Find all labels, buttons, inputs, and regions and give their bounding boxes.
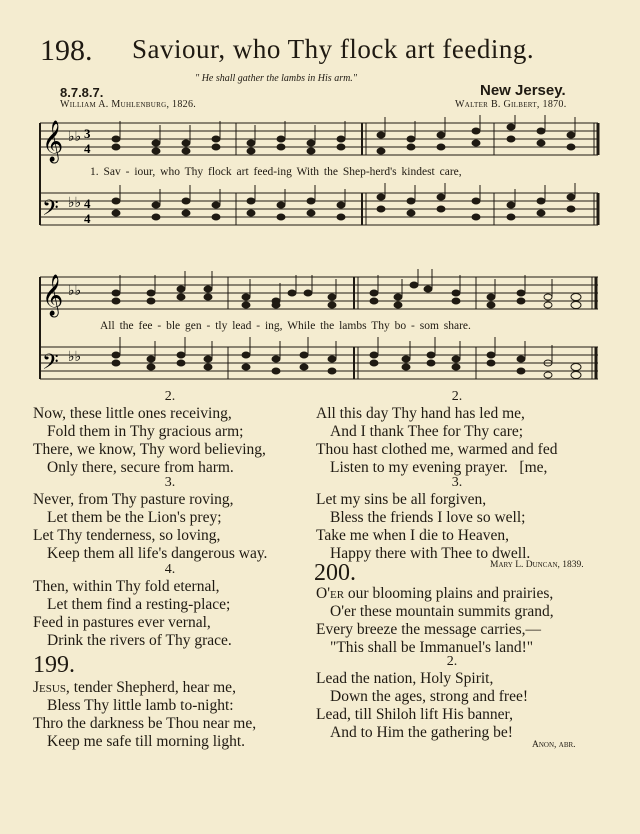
verse-line	[316, 585, 554, 603]
svg-text:𝄢: 𝄢	[42, 196, 59, 226]
verse-line: Thou hast clothed me, warmed and fed	[316, 441, 558, 458]
lyrics-line-2: All the fee - ble gen - tly lead - ing, While the lambs Thy bo - som share.	[100, 320, 471, 332]
hymn-title: Saviour, who Thy flock art feeding.	[132, 34, 535, 64]
verse-overflow: [me,	[519, 459, 548, 476]
author-credit: William A. Muhlenburg, 1826.	[60, 99, 197, 110]
verse-line: Feed in pastures ever vernal,	[33, 614, 211, 631]
verse-line: Fold them in Thy gracious arm;	[47, 423, 244, 440]
verse-line: And to Him the gathering be!	[330, 724, 513, 741]
hymn199-verse-1	[33, 679, 256, 751]
svg-text:♭♭: ♭♭	[68, 196, 82, 211]
verse-line: Happy there with Thee to dwell.	[330, 545, 531, 562]
verse-line: Thro the darkness be Thou near me,	[33, 715, 257, 732]
meter: 8.7.8.7.	[60, 85, 104, 100]
svg-text:♭♭: ♭♭	[68, 284, 82, 299]
verse-number: 2.	[446, 654, 458, 669]
verse-line: Let them find a resting-place;	[47, 596, 231, 613]
verse-line: Down the ages, strong and free!	[330, 688, 528, 705]
svg-text:♭♭: ♭♭	[68, 130, 82, 145]
verse-number: 3.	[451, 475, 463, 490]
svg-text:𝄢: 𝄢	[42, 350, 59, 380]
hymn-number: 198.	[40, 34, 93, 67]
epigraph: " He shall gather the lambs in His arm."	[195, 73, 358, 84]
svg-text:4: 4	[84, 141, 91, 156]
verse-line: Let them be the Lion's prey;	[47, 509, 222, 526]
lead-word: O'er	[316, 585, 345, 602]
verse-line: Keep them all life's dangerous way.	[47, 545, 268, 562]
verse-line: Bless the friends I love so well;	[330, 509, 526, 526]
hymn198-verse-3	[33, 491, 267, 563]
verse-line: Now, these little ones receiving,	[33, 405, 232, 422]
staff-system-1	[36, 115, 602, 255]
hymn200-credit: Anon, abr.	[532, 740, 576, 750]
verse-number: 2.	[164, 389, 176, 404]
verse-line	[33, 679, 256, 697]
hymn198-verse-2	[33, 405, 266, 477]
verse-text: our blooming plains and prairies,	[347, 585, 554, 602]
svg-text:𝄞: 𝄞	[42, 121, 64, 162]
composer-credit: Walter B. Gilbert, 1870.	[455, 99, 567, 110]
verse-text: Listen to my evening prayer.	[330, 459, 508, 476]
hymn-number: 199.	[33, 652, 75, 678]
verse-line: All this day Thy hand has led me,	[316, 405, 525, 422]
verse-line: Drink the rivers of Thy grace.	[47, 632, 232, 649]
svg-text:4: 4	[84, 211, 91, 226]
hymn199-verse-3	[316, 491, 530, 563]
hymn200-verse-1	[316, 585, 554, 657]
svg-text:♭♭: ♭♭	[68, 350, 82, 365]
verse-line: Never, from Thy pasture roving,	[33, 491, 234, 508]
music-system-1	[36, 115, 602, 255]
hymn199-credit: Mary L. Duncan, 1839.	[490, 560, 584, 570]
svg-text:4: 4	[84, 196, 91, 211]
verse-line: Lead the nation, Holy Spirit,	[316, 670, 494, 687]
hymn199-verse-2	[316, 405, 557, 477]
verse-line: Bless Thy little lamb to-night:	[47, 697, 234, 714]
hymn198-verse-4	[33, 578, 232, 650]
svg-text:𝄞: 𝄞	[42, 275, 64, 316]
verse-line: Every breeze the message carries,—	[316, 621, 542, 638]
svg-text:3: 3	[84, 126, 91, 141]
verse-number: 2.	[451, 389, 463, 404]
verse-line: Let my sins be all forgiven,	[316, 491, 487, 508]
verse-line: Keep me safe till morning light.	[47, 733, 246, 750]
verse-line: Only there, secure from harm.	[47, 459, 234, 476]
verse-line: Then, within Thy fold eternal,	[33, 578, 220, 595]
hymn-number: 200.	[314, 560, 356, 586]
verse-line: Lead, till Shiloh lift His banner,	[316, 706, 513, 723]
verse-number: 4.	[164, 562, 176, 577]
verse-line: There, we know, Thy word believing,	[33, 441, 266, 458]
verse-line: Let Thy tenderness, so loving,	[33, 527, 221, 544]
verse-line: O'er these mountain summits grand,	[330, 603, 554, 620]
lyrics-line-1: 1. Sav - iour, who Thy flock art feed-ing With the Shep-herd's kindest care,	[90, 166, 462, 178]
tune-name: New Jersey.	[480, 82, 566, 99]
lead-word: Jesus,	[33, 679, 70, 696]
verse-line: And I thank Thee for Thy care;	[330, 423, 524, 440]
verse-text: tender Shepherd, hear me,	[73, 679, 236, 696]
verse-line: Take me when I die to Heaven,	[316, 527, 510, 544]
verse-line: "This shall be Immanuel's land!"	[330, 639, 534, 656]
hymn200-verse-2	[316, 670, 528, 742]
verse-number: 3.	[164, 475, 176, 490]
